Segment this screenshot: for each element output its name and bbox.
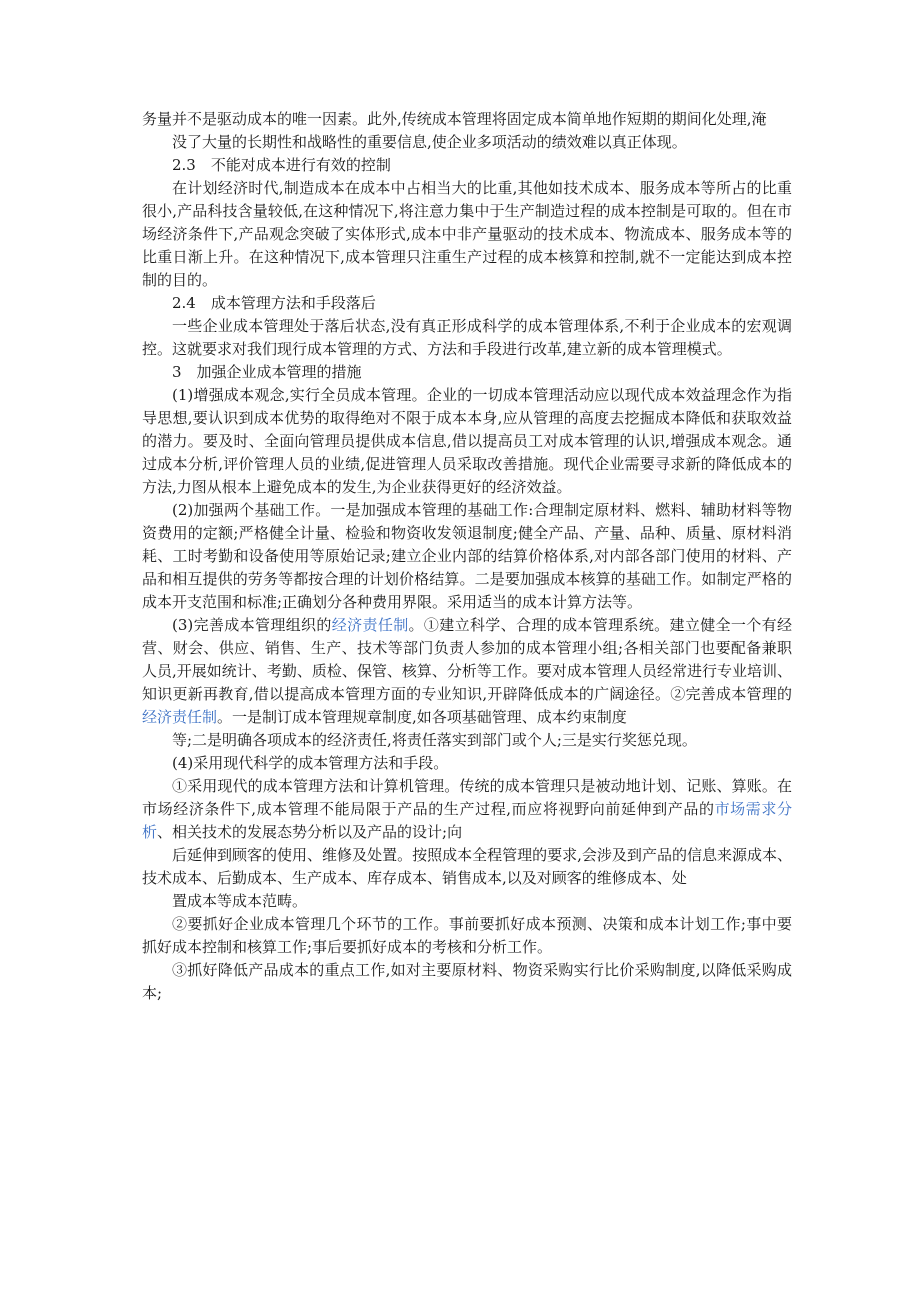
document-page	[142, 108, 792, 1005]
body-paragraph	[142, 131, 792, 154]
paragraph-text: 务量并不是驱动成本的唯一因素。此外,传统成本管理将固定成本简单地作短期的期间化处理,淹	[142, 110, 767, 128]
body-paragraph	[142, 844, 792, 890]
paragraph-text: ②要抓好企业成本管理几个环节的工作。事前要抓好成本预测、决策和成本计划工作;事中要抓好成本控制和核算工作;事后要抓好成本的考核和分析工作。	[142, 915, 792, 956]
paragraph-text: 、相关技术的发展态势分析以及产品的设计;向	[157, 823, 463, 841]
body-paragraph	[142, 775, 792, 844]
paragraph-text: 。一是制订成本管理规章制度,如各项基础管理、成本约束制度	[217, 708, 627, 726]
paragraph-text: ③抓好降低产品成本的重点工作,如对主要原材料、物资采购实行比价采购制度,以降低采购成本;	[142, 961, 792, 1002]
paragraph-text: (1)增强成本观念,实行全员成本管理。企业的一切成本管理活动应以现代成本效益理念作为指导思想,要认识到成本优势的取得绝对不限于成本本身,应从管理的高度去挖掘成本降低和获取效益的潜力。要及时、全面向管理员提供成本信息,借以提高员工对成本管理的认识,增强成本观念。通过成本分析,评价管理人员的业绩,促进管理人员采取改善措施。现代企业需要寻求新的降低成本的方法,力图从根本上避免成本的发生,为企业获得更好的经济效益。	[142, 386, 792, 496]
body-paragraph	[142, 384, 792, 499]
body-paragraph	[142, 890, 792, 913]
paragraph-text: 后延伸到顾客的使用、维修及处置。按照成本全程管理的要求,会涉及到产品的信息来源成本、技术成本、后勤成本、生产成本、库存成本、销售成本,以及对顾客的维修成本、处	[142, 846, 792, 887]
section-heading	[142, 154, 792, 177]
body-paragraph	[142, 499, 792, 614]
section-heading	[142, 361, 792, 384]
body-paragraph	[142, 315, 792, 361]
paragraph-text: 2.4 成本管理方法和手段落后	[172, 294, 376, 312]
paragraph-text: (2)加强两个基础工作。一是加强成本管理的基础工作:合理制定原材料、燃料、辅助材料等物资费用的定额;严格健全计量、检验和物资收发领退制度;健全产品、产量、品种、质量、原材料消耗、工时考勤和设备使用等原始记录;建立企业内部的结算价格体系,对内部各部门使用的材料、产品和相互提供的劳务等都按合理的计划价格结算。二是要加强成本核算的基础工作。如制定严格的成本开支范围和标准;正确划分各种费用界限。采用适当的成本计算方法等。	[142, 501, 792, 611]
paragraph-text: 在计划经济时代,制造成本在成本中占相当大的比重,其他如技术成本、服务成本等所占的比重很小,产品科技含量较低,在这种情况下,将注意力集中于生产制造过程的成本控制是可取的。但在市场经济条件下,产品观念突破了实体形式,成本中非产量驱动的技术成本、物流成本、服务成本等的比重日渐上升。在这种情况下,成本管理只注重生产过程的成本核算和控制,就不一定能达到成本控制的目的。	[142, 179, 792, 289]
paragraph-text: 没了大量的长期性和战略性的重要信息,使企业多项活动的绩效难以真正体现。	[172, 133, 687, 151]
paragraph-text: 。①建立科学、合理的成本管理系统。建立健全一个有经营、财会、供应、销售、生产、技术等部门负责人参加的成本管理小组;各相关部门也要配备兼职人员,开展如统计、考勤、质检、保管、核算、分析等工作。要对成本管理人员经常进行专业培训、知识更新再教育,借以提高成本管理方面的专业知识,开辟降低成本的广阔途径。②完善成本管理的	[142, 616, 792, 703]
body-paragraph	[142, 108, 792, 131]
paragraph-text: 置成本等成本范畴。	[172, 892, 308, 910]
body-paragraph	[142, 913, 792, 959]
hyperlink[interactable]: 经济责任制	[142, 708, 218, 726]
paragraph-text: (3)完善成本管理组织的	[172, 616, 332, 634]
body-paragraph	[142, 729, 792, 752]
paragraph-text: 一些企业成本管理处于落后状态,没有真正形成科学的成本管理体系,不利于企业成本的宏观调控。这就要求对我们现行成本管理的方式、方法和手段进行改革,建立新的成本管理模式。	[142, 317, 792, 358]
paragraph-text: ①采用现代的成本管理方法和计算机管理。传统的成本管理只是被动地计划、记账、算账。在市场经济条件下,成本管理不能局限于产品的生产过程,而应将视野向前延伸到产品的	[142, 777, 792, 818]
hyperlink[interactable]: 经济责任制	[331, 616, 409, 634]
paragraph-text: 2.3 不能对成本进行有效的控制	[172, 156, 391, 174]
body-paragraph	[142, 614, 792, 729]
body-paragraph	[142, 959, 792, 1005]
paragraph-text: 3 加强企业成本管理的措施	[172, 363, 362, 381]
section-heading	[142, 292, 792, 315]
body-paragraph	[142, 177, 792, 292]
paragraph-text: (4)采用现代科学的成本管理方法和手段。	[172, 754, 449, 772]
hyperlink[interactable]: 市场需求分析	[142, 800, 792, 841]
body-paragraph	[142, 752, 792, 775]
paragraph-text: 等;二是明确各项成本的经济责任,将责任落实到部门或个人;三是实行奖惩兑现。	[172, 731, 697, 749]
